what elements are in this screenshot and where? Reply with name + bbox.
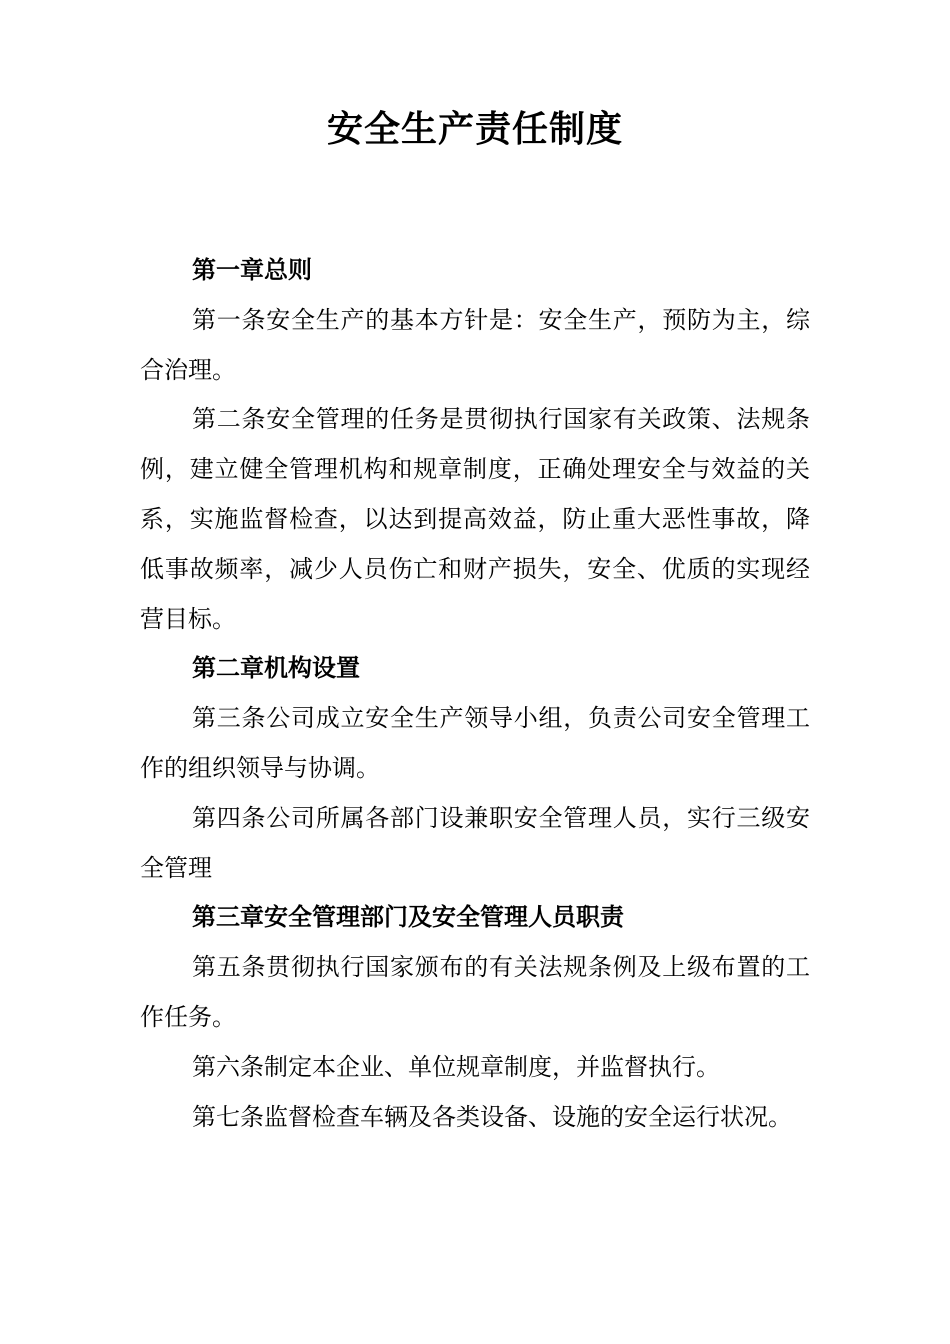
article-7: 第七条监督检查车辆及各类设备、设施的安全运行状况。 bbox=[192, 1102, 792, 1131]
document-body bbox=[140, 246, 810, 1142]
document-title: 安全生产责任制度 bbox=[326, 109, 623, 150]
article-1: 第一条安全生产的基本方针是：安全生产，预防为主，综合治理。 bbox=[140, 305, 810, 384]
chapter-2-heading: 第二章机构设置 bbox=[192, 654, 360, 683]
chapter-3-heading: 第三章安全管理部门及安全管理人员职责 bbox=[192, 903, 624, 932]
article-6: 第六条制定本企业、单位规章制度，并监督执行。 bbox=[192, 1052, 720, 1081]
article-2: 第二条安全管理的任务是贯彻执行国家有关政策、法规条例，建立健全管理机构和规章制度，正确处理安全与效益的关系，实施监督检查，以达到提高效益，防止重大恶性事故，降低事故频率，减少人员伤亡和财产损失，安全、优质的实现经营目标。 bbox=[140, 405, 810, 633]
chapter-1-heading: 第一章总则 bbox=[192, 256, 312, 284]
article-5: 第五条贯彻执行国家颁布的有关法规条例及上级布置的工作任务。 bbox=[140, 953, 810, 1031]
article-4: 第四条公司所属各部门设兼职安全管理人员，实行三级安全管理 bbox=[140, 803, 810, 882]
article-3: 第三条公司成立安全生产领导小组，负责公司安全管理工作的组织领导与协调。 bbox=[140, 704, 810, 782]
